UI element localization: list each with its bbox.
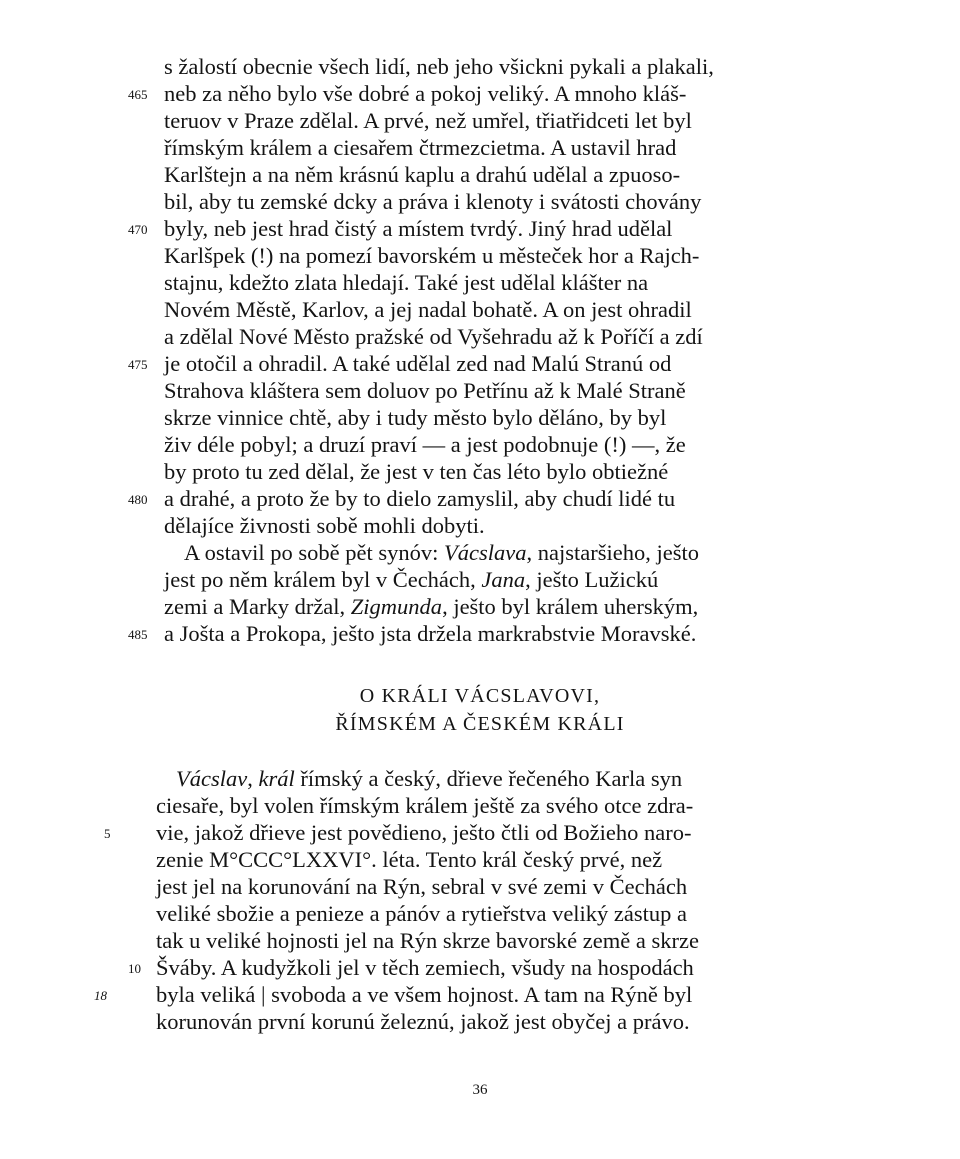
emphasized-name: Zigmunda — [350, 594, 443, 619]
text-line: veliké sbožie a penieze a pánóv a rytieřstva veliký zástup a — [156, 901, 688, 926]
page-number: 36 — [472, 1082, 488, 1098]
text-line: teruov v Praze zdělal. A prvé, než umřel, třiatřidceti let byl — [164, 108, 692, 133]
text-line: a drahé, a proto že by to dielo zamyslil, aby chudí lidé tu — [164, 486, 676, 511]
line-number: 480 — [128, 492, 148, 507]
text-line: zenie M°CCC°LXXVI°. léta. Tento král český prvé, než — [156, 847, 663, 872]
text-line — [184, 539, 699, 566]
text-line: Šváby. A kudyžkoli jel v těch zemiech, všudy na hospodách — [156, 955, 694, 980]
text-line: Karlštejn a na něm krásnú kaplu a drahú udělal a zpuoso- — [164, 162, 681, 187]
emphasized-name: Jana — [481, 567, 526, 592]
text-line — [164, 593, 698, 620]
line-number: 485 — [128, 627, 148, 642]
emphasized-name: Vácslav — [176, 766, 248, 791]
text-line: byly, neb jest hrad čistý a místem tvrdý. Jiný hrad udělal — [164, 216, 673, 241]
emphasized-word: král — [258, 766, 295, 791]
text-run: zemi a Marky držal, — [164, 594, 351, 619]
text-line: tak u veliké hojnosti jel na Rýn skrze bavorské země a skrze — [156, 928, 699, 953]
text-line: korunován první korunú železnú, jakož jest obyčej a právo. — [156, 1009, 690, 1034]
text-line: Strahova kláštera sem doluov po Petřínu až k Malé Straně — [164, 378, 686, 403]
text-line: Novém Městě, Karlov, a jej nadal bohatě. A on jest ohradil — [164, 297, 692, 322]
text-line: a Jošta a Prokopa, ješto jsta držela markrabstvie Moravské. — [164, 621, 697, 646]
line-number: 10 — [128, 961, 141, 976]
text-run: jest po něm králem byl v Čechách, — [164, 567, 482, 592]
text-line: ciesaře, byl volen římským králem ještě za svého otce zdra- — [156, 793, 694, 818]
line-number: 465 — [128, 87, 148, 102]
text-line: Karlšpek (!) na pomezí bavorském u městeček hor a Rajch- — [164, 243, 700, 268]
text-line: stajnu, kdežto zlata hledají. Také jest udělal klášter na — [164, 270, 649, 295]
text-line: byla veliká | svoboda a ve všem hojnost. A tam na Rýně byl — [156, 982, 693, 1007]
text-line: bil, aby tu zemské dcky a práva i klenoty i svátosti chovány — [164, 189, 702, 214]
text-line: skrze vinnice chtě, aby i tudy město bylo děláno, by byl — [164, 405, 667, 430]
chapter-heading-line1: O KRÁLI VÁCSLAVOVI, — [359, 685, 601, 707]
text-run: A ostavil po sobě pět synóv: — [184, 540, 444, 565]
text-line: živ déle pobyl; a druzí praví — a jest podobnuje (!) —, že — [164, 432, 686, 457]
text-line: vie, jakož dřieve jest povědieno, ješto čtli od Božieho naro- — [156, 820, 692, 845]
text-run: , ješto byl králem uherským, — [442, 594, 699, 619]
folio-reference: 18 — [94, 988, 107, 1003]
text-run: , ješto Lužickú — [525, 567, 659, 592]
line-number: 475 — [128, 357, 148, 372]
text-run: , najstaršieho, ješto — [526, 540, 699, 565]
text-run: , — [247, 766, 259, 791]
line-number: 5 — [104, 826, 111, 841]
text-line: s žalostí obecnie všech lidí, neb jeho všickni pykali a plakali, — [164, 54, 714, 79]
chapter-heading-line2: ŘÍMSKÉM A ČESKÉM KRÁLI — [335, 713, 625, 735]
emphasized-name: Vácslava — [444, 540, 527, 565]
line-number: 470 — [128, 222, 148, 237]
text-line: jest jel na korunování na Rýn, sebral v své zemi v Čechách — [156, 874, 688, 899]
text-line: římským králem a ciesařem čtrmezcietma. A ustavil hrad — [164, 135, 677, 160]
text-line — [176, 765, 682, 792]
text-line: neb za něho bylo vše dobré a pokoj veliký. A mnoho kláš- — [164, 81, 687, 106]
text-run: římský a český, dřieve řečeného Karla syn — [294, 766, 683, 791]
text-line: dělajíce živnosti sobě mohli dobyti. — [164, 513, 485, 538]
text-line — [164, 566, 658, 593]
text-line: a zdělal Nové Město pražské od Vyšehradu až k Poříčí a zdí — [164, 324, 703, 349]
text-line: by proto tu zed dělal, že jest v ten čas léto bylo obtiežné — [164, 459, 669, 484]
text-line: je otočil a ohradil. A také udělal zed nad Malú Stranú od — [164, 351, 672, 376]
